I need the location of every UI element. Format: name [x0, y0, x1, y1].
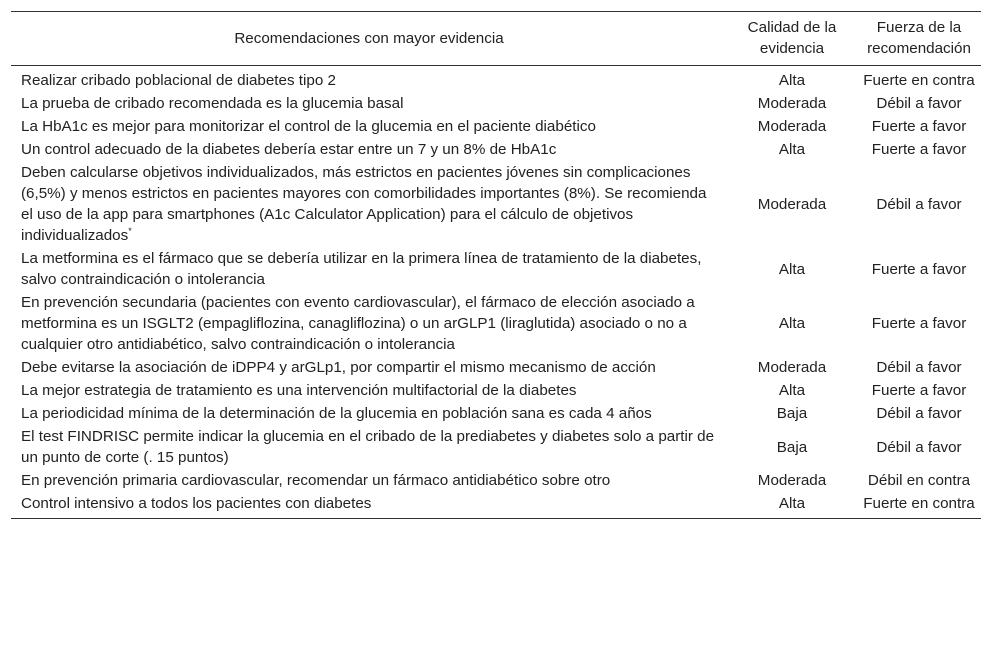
quality-cell: Alta	[778, 72, 806, 89]
table-row	[11, 402, 981, 425]
quality-cell: Alta	[778, 260, 806, 278]
table-row	[11, 425, 981, 469]
recommendation-cell: La prueba de cribado recomendada es la glucemia basal	[21, 95, 404, 112]
recommendation-cell	[11, 161, 727, 247]
strength-cell: Fuerte a favor	[871, 260, 967, 278]
footnote-marker: *	[128, 225, 132, 236]
table-row	[11, 92, 981, 115]
recommendation-cell: La mejor estrategia de tratamiento es una intervención multifactorial de la diabetes	[21, 382, 577, 399]
strength-cell: Fuerte a favor	[871, 315, 967, 332]
quality-cell: Baja	[776, 405, 808, 422]
recommendations-table	[11, 11, 981, 519]
recommendation-cell: Realizar cribado poblacional de diabetes tipo 2	[21, 72, 336, 89]
table-row	[11, 492, 981, 519]
recommendation-cell: Control intensivo a todos los pacientes con diabetes	[21, 495, 372, 512]
strength-cell: Fuerte en contra	[863, 495, 975, 512]
strength-cell: Fuerte a favor	[871, 141, 967, 158]
quality-cell: Alta	[778, 495, 806, 512]
recommendation-cell: Un control adecuado de la diabetes debería estar entre un 7 y un 8% de HbA1c	[21, 141, 557, 158]
table-body	[11, 66, 981, 519]
strength-cell: Débil a favor	[876, 438, 962, 456]
table-row	[11, 66, 981, 93]
strength-cell: Débil a favor	[876, 195, 962, 213]
recommendation-cell: El test FINDRISC permite indicar la glucemia en el cribado de la prediabetes y diabetes solo a partir de un punto de corte (. 15 puntos)	[21, 428, 715, 466]
header-recommendation: Recomendaciones con mayor evidencia	[11, 12, 727, 66]
recommendation-text: Deben calcularse objetivos individualizados, más estrictos en pacientes jóvenes sin complicaciones (6,5%) y menos estrictos en pacientes mayores con comorbilidades importantes (8%). Se recomienda el uso de la app para smartphones (A1c Calculator Application) para el cálculo de objetivos individualizados	[21, 164, 707, 244]
quality-cell: Alta	[778, 141, 806, 158]
strength-cell: Débil a favor	[876, 405, 962, 422]
recommendation-cell: Debe evitarse la asociación de iDPP4 y arGLp1, por compartir el mismo mecanismo de acción	[21, 359, 656, 376]
quality-cell: Alta	[778, 382, 806, 399]
recommendation-cell: La periodicidad mínima de la determinación de la glucemia en población sana es cada 4 años	[21, 405, 652, 422]
recommendation-cell: En prevención secundaria (pacientes con evento cardiovascular), el fármaco de elección asociado a metformina es un ISGLT2 (empagliflozina, canagliflozina) o un arGLP1 (liraglutida) asociado o no a cualquier otro antidiabético, salvo contraindicación o intolerancia	[21, 294, 695, 353]
recommendation-cell: En prevención primaria cardiovascular, recomendar un fármaco antidiabético sobre otro	[21, 472, 611, 489]
header-row	[11, 12, 981, 66]
table-row	[11, 356, 981, 379]
recommendation-cell: La metformina es el fármaco que se debería utilizar en la primera línea de tratamiento de la diabetes, salvo contraindicación o intolerancia	[21, 250, 702, 288]
strength-cell: Fuerte a favor	[871, 118, 967, 135]
table-row	[11, 469, 981, 492]
table-row	[11, 115, 981, 138]
table-row	[11, 161, 981, 247]
quality-cell: Moderada	[757, 472, 827, 489]
strength-cell: Fuerte en contra	[863, 72, 975, 89]
quality-cell: Baja	[776, 438, 808, 456]
table-row	[11, 291, 981, 356]
recommendation-cell: La HbA1c es mejor para monitorizar el control de la glucemia en el paciente diabético	[21, 118, 596, 135]
recommendations-table-container	[11, 11, 981, 519]
table-row	[11, 247, 981, 291]
strength-cell: Débil a favor	[876, 95, 962, 112]
strength-cell: Fuerte a favor	[871, 382, 967, 399]
table-header	[11, 12, 981, 66]
header-quality: Calidad de la evidencia	[727, 12, 857, 66]
quality-cell: Moderada	[757, 359, 827, 376]
strength-cell: Débil a favor	[876, 359, 962, 376]
strength-cell: Débil en contra	[867, 472, 971, 489]
quality-cell: Moderada	[757, 95, 827, 112]
header-strength: Fuerza de la recomendación	[857, 12, 981, 66]
quality-cell: Alta	[778, 315, 806, 332]
table-row	[11, 138, 981, 161]
quality-cell: Moderada	[757, 195, 827, 213]
table-row	[11, 379, 981, 402]
quality-cell: Moderada	[757, 118, 827, 135]
